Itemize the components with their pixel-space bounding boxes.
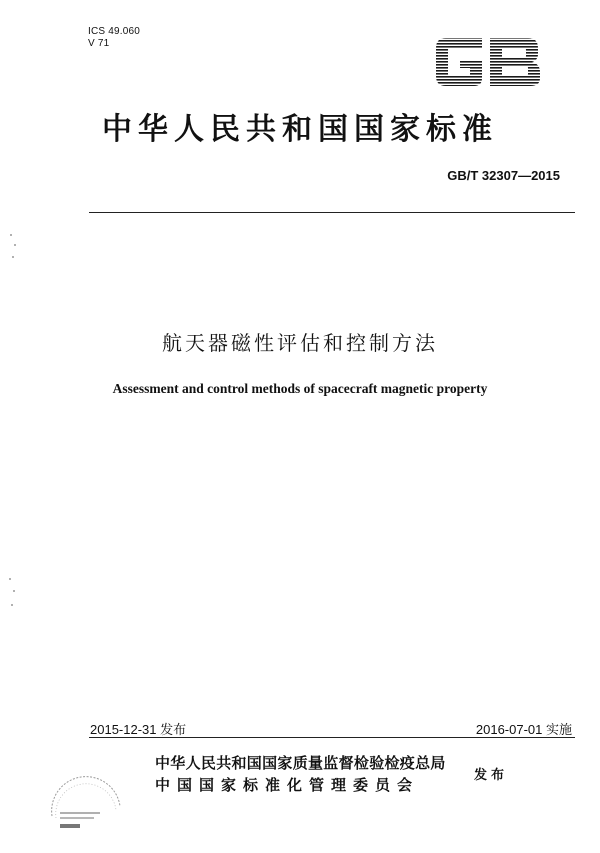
implementation-date: 2016-07-01 实施 [475,722,572,737]
gb-logo-icon [432,34,544,90]
ics-code: ICS 49.060 [88,26,141,37]
circular-stamp-icon [46,776,126,836]
document-title-zh: 航天器磁性评估和控制方法 [162,331,438,355]
issuer-aqsiq: 中华人民共和国国家质量监督检验检疫总局 [155,754,446,772]
scan-speck [13,590,15,592]
scan-speck [12,256,14,258]
top-divider [89,212,575,213]
standard-code: GB/T 32307—2015 [447,168,560,183]
publication-date: 2015-12-31 发布 [90,722,187,737]
classification-codes [88,26,140,50]
document-title-en: Assessment and control methods of spacecraft magnetic property [112,381,488,396]
ccs-code: V 71 [88,38,110,49]
standard-type-title: 中华人民共和国国家标准 [102,112,498,147]
issuer-sac: 中国国家标准化管理委员会 [155,776,420,794]
scan-speck [14,244,16,246]
scan-speck [9,578,11,580]
scan-speck [10,234,12,236]
scan-speck [11,604,13,606]
bottom-divider [89,737,575,738]
issued-label: 发布 [474,768,509,783]
